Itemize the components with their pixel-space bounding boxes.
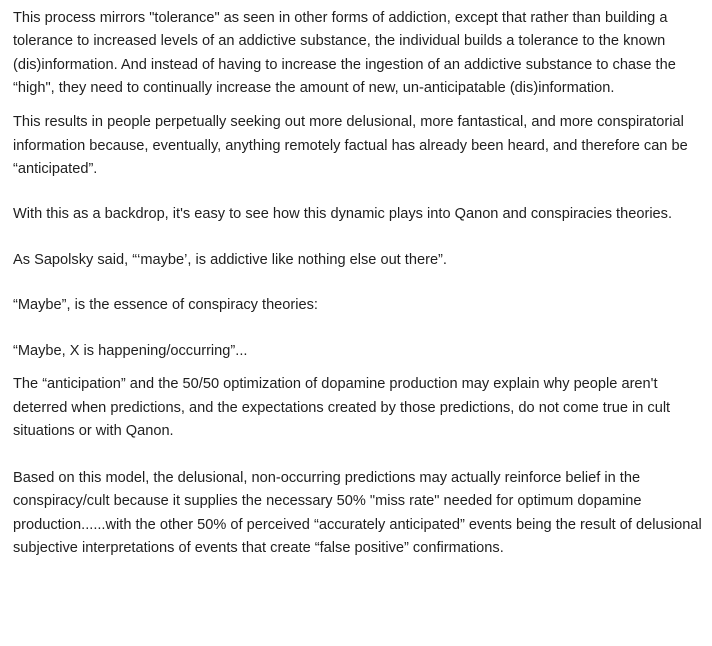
paragraph-tolerance: This process mirrors "tolerance" as seen in other forms of addiction, except that rather than building a tolerance to increased levels of an addictive substance, the individual builds a tolerance to the known (dis)information. And instead of having to increase the ingestion of an addictive substance to chase the “high", they need to continually increase the amount of new, un-anticipatable (dis)information. [13, 10, 676, 97]
paragraph-delusional-seeking: This results in people perpetually seeking out more delusional, more fantastical, and more conspiratorial information because, eventually, anything remotely factual has already been heard, and therefore can be “anticipated”. [13, 114, 688, 177]
paragraph-backdrop: With this as a backdrop, it's easy to see how this dynamic plays into Qanon and conspiracies theories. [13, 206, 673, 223]
paragraph-sapolsky-quote: As Sapolsky said, “‘maybe’, is addictive like nothing else out there”. [13, 251, 447, 268]
paragraph-anticipation: The “anticipation” and the 50/50 optimization of dopamine production may explain why people aren't deterred when predictions, and the expectations created by those predictions, do not come true in cult situations or with Qanon. [13, 376, 671, 440]
paragraph-maybe-essence: “Maybe”, is the essence of conspiracy theories: [13, 297, 318, 314]
paragraph-model-conclusion: Based on this model, the delusional, non-occurring predictions may actually reinforce belief in the conspiracy/cult because it supplies the necessary 50% "miss rate" needed for optimum dopamine production......with the other 50% of perceived “accurately anticipated” events being the result of delusional subjective interpretations of events that create “false positive” confirmations. [13, 469, 702, 556]
paragraph-maybe-x: “Maybe, X is happening/occurring”... [13, 342, 248, 359]
